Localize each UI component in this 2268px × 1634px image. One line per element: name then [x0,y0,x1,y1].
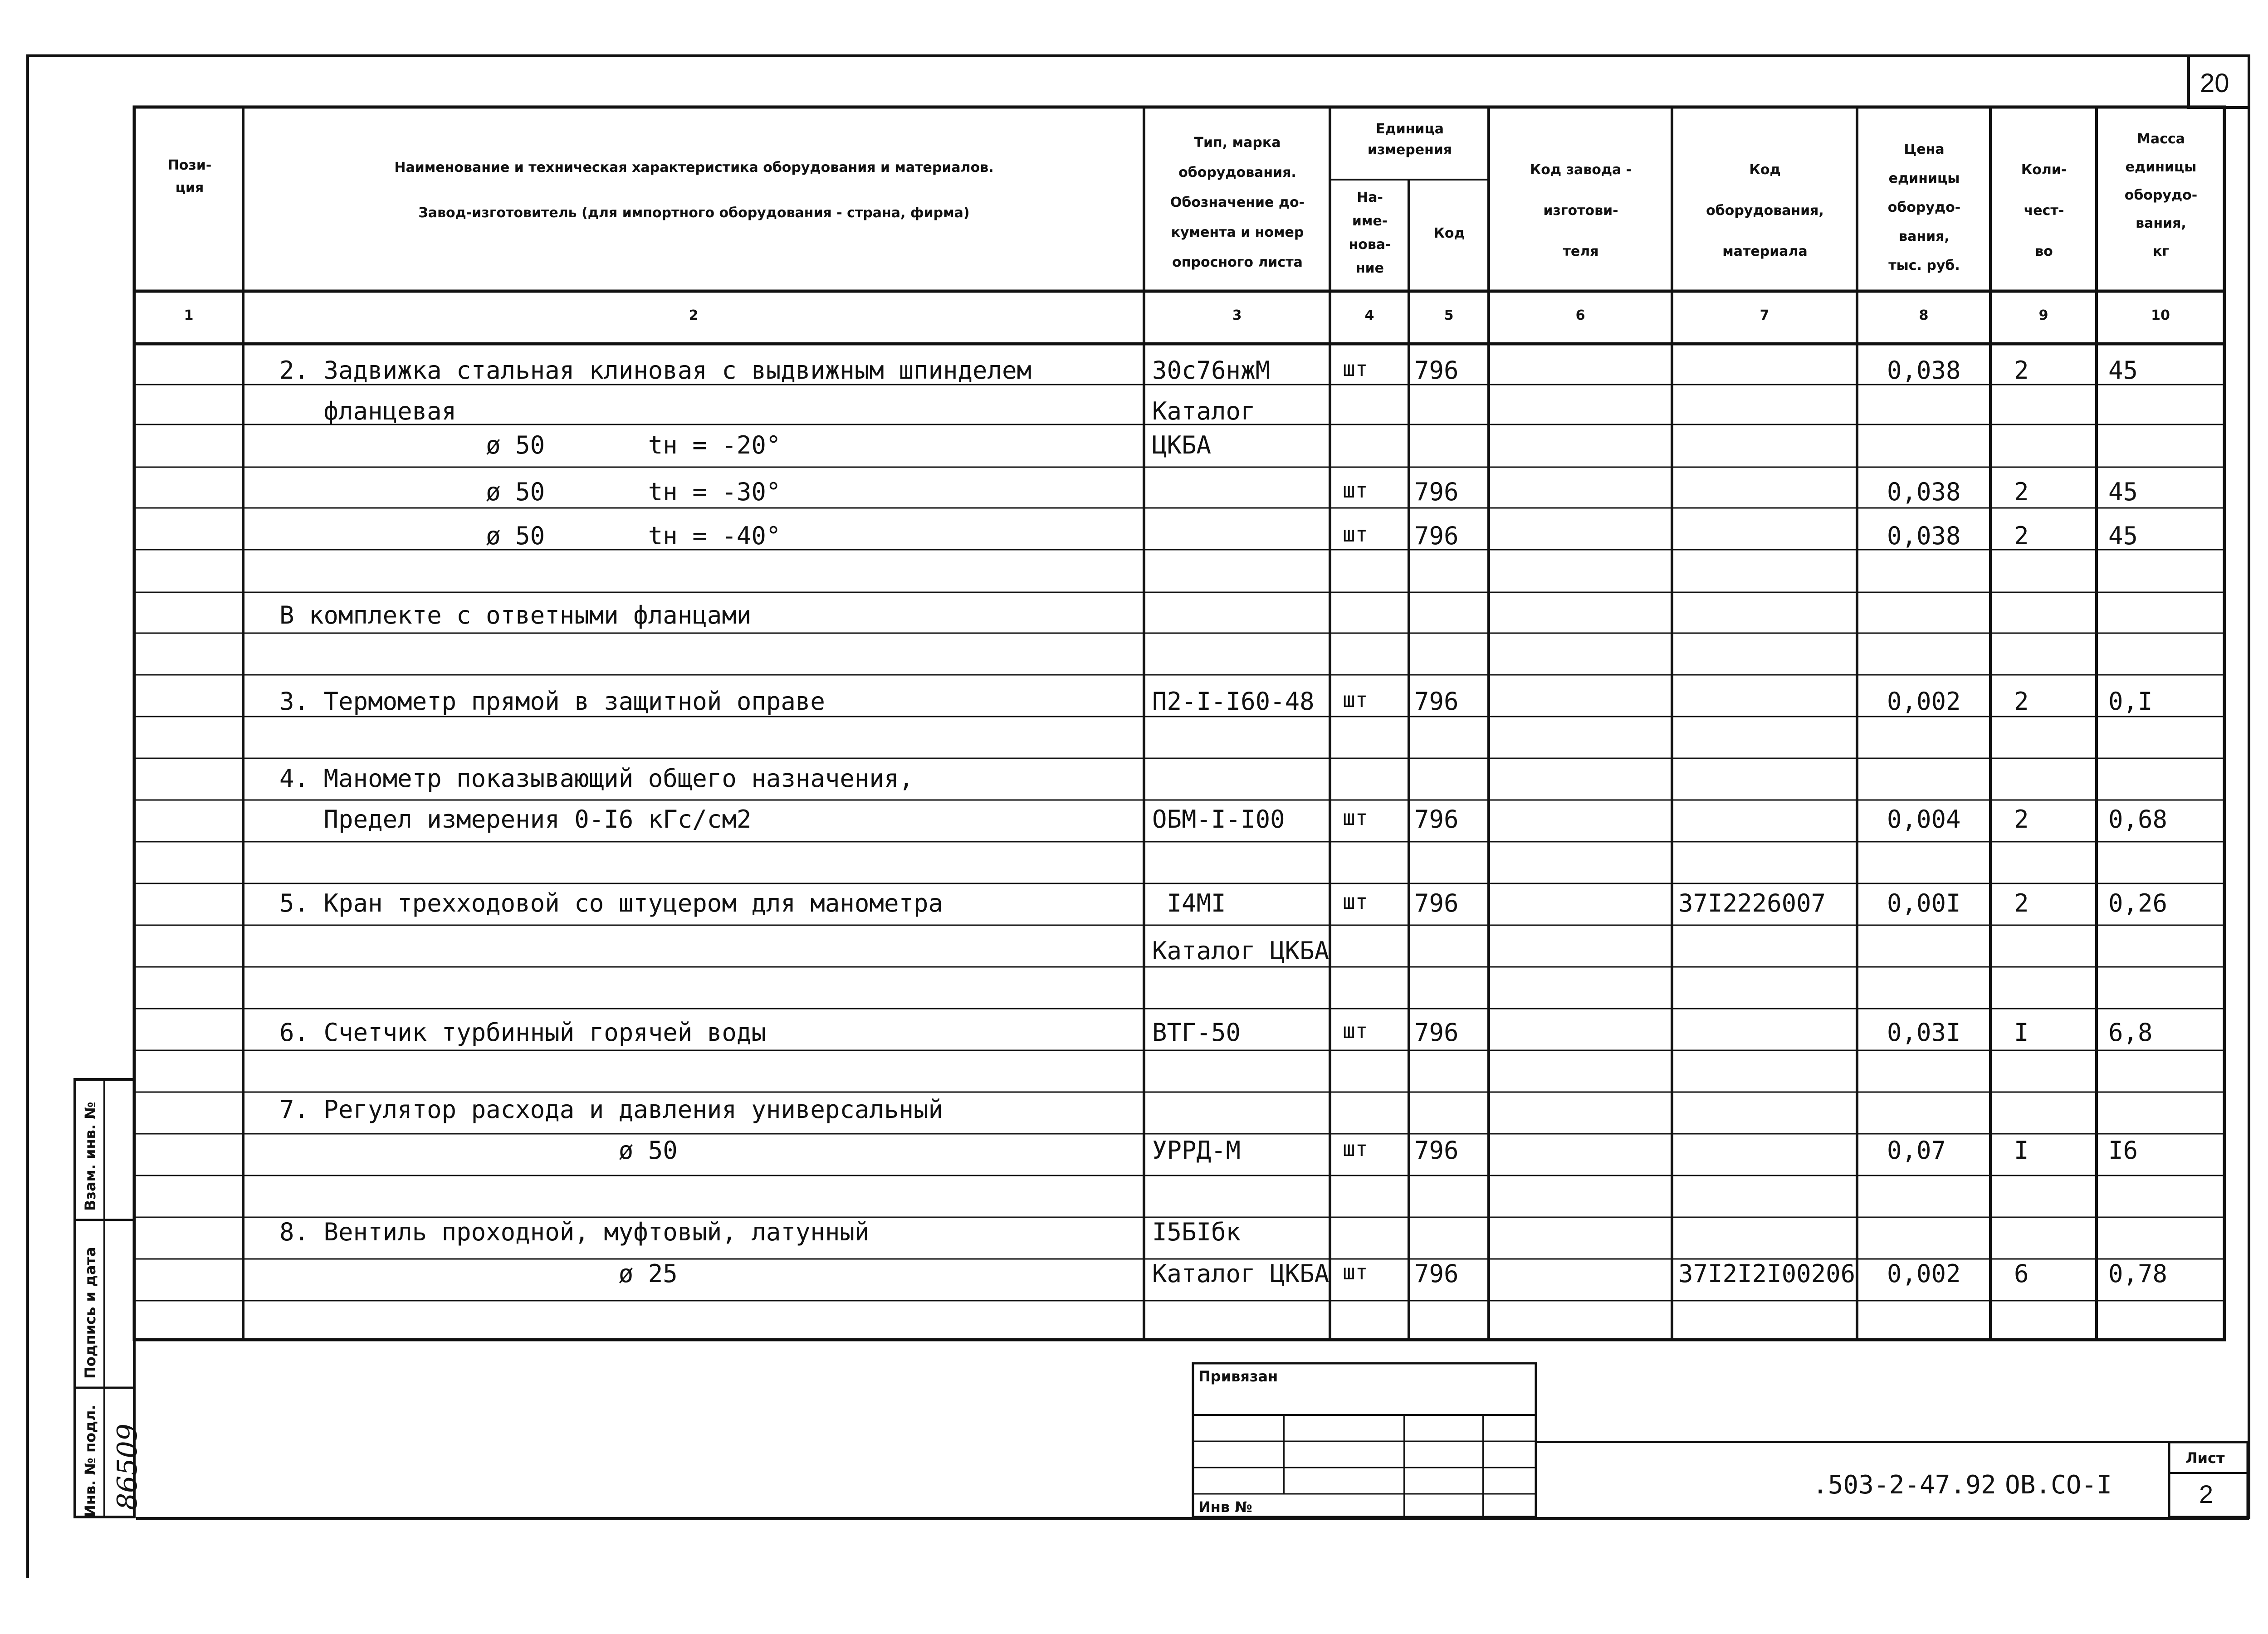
item-name: 3. Термометр прямой в защитной оправе [279,687,825,716]
side-stamp-signature-label: Подпись и дата [82,1247,99,1379]
item-quantity: 2 [2014,356,2029,385]
item-price: 0,004 [1887,805,1961,834]
item-name: 5. Кран трехходовой со штуцером для манометра [279,889,943,917]
header-mass: Масса единицы оборудо- вания, кг [2124,131,2198,259]
item-unit: шт [1343,805,1368,830]
inv-label: Инв № [1198,1498,1252,1516]
item-type: Каталог ЦКБА [1152,1259,1330,1288]
item-unit: шт [1343,688,1368,712]
item-name: ø 25 [279,1259,678,1288]
header-equipment-code: Код оборудования, материала [1706,162,1824,259]
item-mass: I6 [2108,1136,2138,1165]
item-name: В комплекте с ответными фланцами [279,601,752,629]
item-type: 30с76нжМ [1152,356,1271,385]
item-type: Каталог [1152,397,1256,425]
item-quantity: I [2014,1136,2029,1165]
header-name: Наименование и техническая характеристика оборудования и материалов. Завод-изготовитель (для импортного оборудования - страна, фирма) [394,160,994,221]
side-stamp-inv-label: Инв. № подл. [82,1405,99,1517]
item-quantity: 2 [2014,889,2029,917]
item-name: ø 50 tн = -20° [279,431,781,459]
item-mass: 45 [2108,356,2138,385]
item-quantity: 2 [2014,522,2029,550]
item-type: Каталог ЦКБА [1152,937,1330,965]
sheet-label: Лист [2185,1449,2225,1467]
item-quantity: 2 [2014,805,2029,834]
item-type: ЦКБА [1152,431,1212,459]
item-unit: шт [1343,478,1368,502]
item-price: 0,038 [1887,522,1961,550]
column-number: 2 [689,307,699,323]
column-number: 10 [2151,307,2170,323]
item-name: ø 50 tн = -30° [279,478,781,506]
item-mass: 0,78 [2108,1259,2168,1288]
item-unit-code: 796 [1414,1136,1459,1165]
item-unit-code: 796 [1414,522,1459,550]
header-price: Цена единицы оборудо- вания, тыс. руб. [1887,141,1961,273]
header-unit-group: Единица измерения [1367,121,1452,158]
header-quantity: Коли- чест- во [2021,162,2067,259]
header-position: Пози- ция [167,157,212,196]
item-quantity: 6 [2014,1259,2029,1288]
item-price: 0,002 [1887,687,1961,716]
column-number: 9 [2038,307,2048,323]
item-price: 0,00I [1887,889,1961,917]
item-unit-code: 796 [1414,478,1459,506]
bound-label: Привязан [1198,1368,1278,1385]
item-unit: шт [1343,1019,1368,1043]
item-price: 0,03I [1887,1018,1961,1047]
item-price: 0,038 [1887,478,1961,506]
header-unit-name: На- име- нова- ние [1349,190,1391,276]
column-number: 7 [1760,307,1769,323]
item-equipment-code: 37I2I2I00206 [1678,1259,1856,1288]
item-name: 7. Регулятор расхода и давления универсальный [279,1095,943,1124]
item-type: I5БIбк [1152,1218,1241,1246]
item-quantity: 2 [2014,687,2029,716]
column-number: 8 [1919,307,1929,323]
item-type: ВТГ-50 [1152,1018,1241,1047]
item-name: 4. Манометр показывающий общего назначения, [279,764,914,793]
item-equipment-code: 37I2226007 [1678,889,1826,917]
side-stamp-handwritten-number: 86509 [112,1424,143,1510]
page-number: 20 [2200,68,2229,98]
sheet-number: 2 [2199,1480,2214,1508]
item-name: Предел измерения 0-I6 кГс/см2 [279,805,752,834]
item-mass: 0,26 [2108,889,2168,917]
document-code: .503-2-47.92 [1813,1470,1996,1500]
item-type: УРРД-М [1152,1136,1241,1165]
header-plant-code: Код завода - изготови- теля [1530,162,1632,259]
side-stamp-replace-label: Взам. инв. № [82,1102,99,1211]
item-unit: шт [1343,1136,1368,1161]
item-unit: шт [1343,889,1368,914]
item-quantity: I [2014,1018,2029,1047]
item-price: 0,002 [1887,1259,1961,1288]
item-name: ø 50 tн = -40° [279,522,781,550]
item-name: 2. Задвижка стальная клиновая с выдвижным шпинделем [279,356,1032,385]
column-number: 3 [1232,307,1242,323]
item-unit-code: 796 [1414,687,1459,716]
item-unit: шт [1343,522,1368,546]
column-number: 5 [1444,307,1454,323]
item-mass: 45 [2108,478,2138,506]
item-mass: 45 [2108,522,2138,550]
item-type: П2-I-I60-48 [1152,687,1315,716]
item-unit-code: 796 [1414,1018,1459,1047]
item-type: ОБМ-I-I00 [1152,805,1285,834]
item-unit-code: 796 [1414,805,1459,834]
column-number: 4 [1364,307,1374,323]
column-number: 6 [1575,307,1585,323]
document-suffix: ОВ.СО-I [2005,1470,2112,1500]
item-quantity: 2 [2014,478,2029,506]
item-price: 0,038 [1887,356,1961,385]
item-unit: шт [1343,356,1368,381]
item-name: 6. Счетчик турбинный горячей воды [279,1018,766,1047]
item-mass: 0,68 [2108,805,2168,834]
column-number: 1 [184,307,194,323]
item-unit-code: 796 [1414,1259,1459,1288]
item-type: I4МI [1152,889,1226,917]
item-price: 0,07 [1887,1136,1946,1165]
item-unit-code: 796 [1414,356,1459,385]
item-unit: шт [1343,1260,1368,1284]
item-mass: 6,8 [2108,1018,2153,1047]
item-mass: 0,I [2108,687,2153,716]
header-type: Тип, марка оборудования. Обозначение до- кумента и номер опросного листа [1170,135,1305,270]
item-name: ø 50 [279,1136,678,1165]
item-name: 8. Вентиль проходной, муфтовый, латунный [279,1218,870,1246]
item-unit-code: 796 [1414,889,1459,917]
header-unit-code: Код [1433,225,1465,241]
item-name: фланцевая [279,397,457,425]
